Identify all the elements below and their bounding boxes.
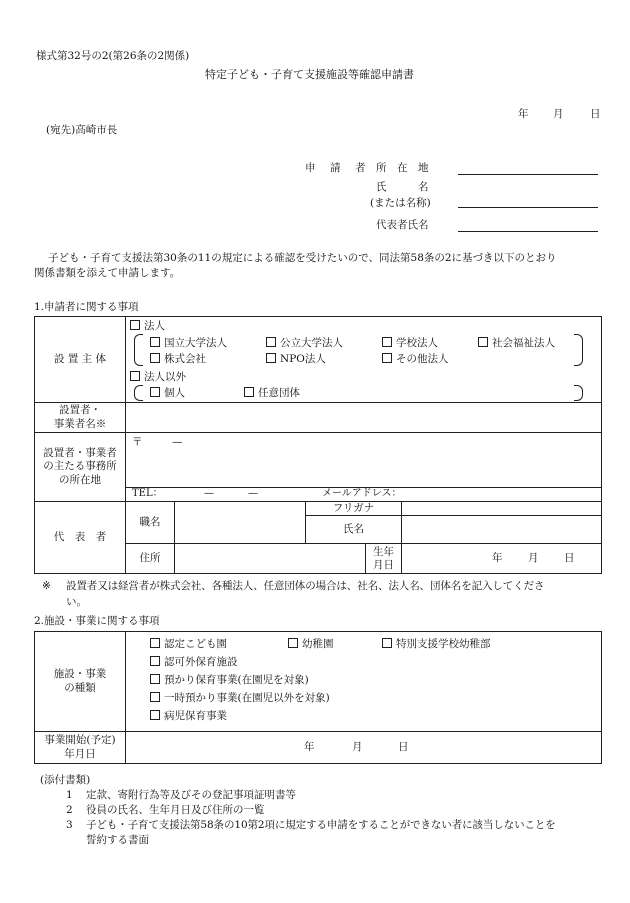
start-date-field[interactable] bbox=[126, 732, 602, 764]
checkbox-nintei[interactable] bbox=[150, 638, 160, 648]
facility-type-label-1: 施設・事業 bbox=[53, 668, 107, 681]
option-kokuritsu: 国立大学法人 bbox=[164, 337, 227, 349]
option-kojin: 個人 bbox=[164, 387, 185, 399]
option-houjin: 法人 bbox=[144, 320, 165, 332]
checkbox-byoji[interactable] bbox=[150, 710, 160, 720]
rep-address-field[interactable] bbox=[175, 544, 366, 574]
option-byoji: 病児保育事業 bbox=[164, 710, 227, 722]
attachment-2: 役員の氏名、生年月日及び住所の一覧 bbox=[86, 804, 265, 816]
option-ninkagai: 認可外保育施設 bbox=[164, 656, 238, 668]
right-bracket-icon bbox=[574, 385, 583, 401]
attachment-2-number: 2 bbox=[66, 804, 73, 816]
rep-name-label: 氏名 bbox=[343, 523, 364, 536]
attachments-heading: (添付書類) bbox=[40, 774, 91, 786]
birth-month: 月 bbox=[528, 552, 539, 565]
form-number: 様式第32号の2(第26条の2関係) bbox=[36, 50, 190, 62]
tel-dash-2: — bbox=[248, 488, 258, 499]
option-sonota: その他法人 bbox=[396, 353, 449, 365]
checkbox-kokuritsu[interactable] bbox=[150, 337, 160, 347]
attachment-1-number: 1 bbox=[66, 789, 73, 801]
representative-label-cell bbox=[35, 502, 126, 574]
job-title-label: 職名 bbox=[139, 516, 161, 528]
name-label: 氏 名 bbox=[376, 181, 429, 193]
start-date-label-1: 事業開始(予定) bbox=[44, 734, 116, 747]
address-underline[interactable] bbox=[458, 174, 598, 175]
date-year: 年 bbox=[518, 108, 529, 120]
date-month: 月 bbox=[553, 108, 564, 120]
postal-dash: — bbox=[172, 436, 183, 448]
checkbox-sonota[interactable] bbox=[382, 353, 392, 363]
birth-day: 日 bbox=[564, 552, 575, 565]
section-1-heading: 1.申請者に関する事項 bbox=[34, 301, 139, 313]
furigana-label: フリガナ bbox=[332, 502, 375, 514]
start-month: 月 bbox=[352, 741, 363, 753]
date-day: 日 bbox=[590, 108, 601, 120]
office-address-label-2: の主たる事務所 bbox=[43, 460, 117, 473]
job-title-field[interactable] bbox=[175, 502, 306, 544]
tel-dash-1: — bbox=[204, 488, 214, 499]
office-address-label-1: 設置者・事業者 bbox=[43, 447, 117, 460]
addressee: (宛先)高崎市長 bbox=[46, 124, 118, 136]
attachment-3-line-2: 誓約する書面 bbox=[86, 834, 149, 846]
note-line-1: 設置者又は経営者が株式会社、各種法人、任意団体の場合は、社名、法人名、団体名を記入してくださ bbox=[66, 580, 545, 592]
option-gakko: 学校法人 bbox=[396, 337, 438, 349]
checkbox-kabushiki[interactable] bbox=[150, 353, 160, 363]
option-tokubetsu: 特別支援学校幼稚部 bbox=[396, 638, 491, 650]
office-address-label-cell bbox=[35, 433, 126, 502]
postal-mark: 〒 bbox=[132, 436, 143, 448]
furigana-field[interactable] bbox=[402, 502, 602, 516]
option-koritsu: 公立大学法人 bbox=[280, 337, 343, 349]
name-label-alt: (または名称) bbox=[370, 197, 431, 209]
organizer-type-options bbox=[126, 317, 602, 403]
start-year: 年 bbox=[304, 741, 315, 753]
birthdate-field[interactable] bbox=[402, 544, 602, 574]
representative-table-label: 代 表 者 bbox=[53, 531, 107, 543]
start-day: 日 bbox=[398, 741, 409, 753]
intro-line-1: 子ども・子育て支援法第30条の11の規定による確認を受けたいので、同法第58条の2に基づき以下のとおり bbox=[48, 252, 557, 264]
facility-type-options bbox=[126, 632, 602, 732]
option-nin-i: 任意団体 bbox=[258, 387, 300, 399]
checkbox-houjin-igai[interactable] bbox=[130, 371, 140, 381]
applicant-label: 申 請 者 bbox=[305, 162, 368, 174]
rep-address-label-cell bbox=[126, 544, 175, 574]
organizer-name-label-1: 設置者・ bbox=[59, 404, 101, 417]
facility-type-label-2: の種類 bbox=[64, 681, 96, 694]
checkbox-ichiji[interactable] bbox=[150, 692, 160, 702]
option-ichiji: 一時預かり事業(在園児以外を対象) bbox=[164, 692, 330, 704]
checkbox-azukari[interactable] bbox=[150, 674, 160, 684]
start-date-label-2: 年月日 bbox=[64, 747, 96, 760]
option-shakai: 社会福祉法人 bbox=[492, 337, 555, 349]
option-yochien: 幼稚園 bbox=[302, 638, 334, 650]
email-label: メールアドレス： bbox=[322, 488, 402, 499]
option-houjin-igai: 法人以外 bbox=[144, 371, 186, 383]
birthdate-label-1: 生年 bbox=[373, 545, 394, 558]
facility-type-label-cell bbox=[35, 632, 126, 732]
left-bracket-icon bbox=[134, 334, 143, 366]
job-title-label-cell bbox=[126, 502, 175, 544]
checkbox-koritsu[interactable] bbox=[266, 337, 276, 347]
checkbox-gakko[interactable] bbox=[382, 337, 392, 347]
organizer-name-field[interactable] bbox=[126, 403, 602, 433]
furigana-label-cell bbox=[306, 502, 402, 516]
rep-address-label: 住所 bbox=[139, 552, 161, 565]
attachment-3-number: 3 bbox=[66, 819, 73, 831]
note-mark: ※ bbox=[42, 580, 51, 592]
checkbox-tokubetsu[interactable] bbox=[382, 638, 392, 648]
option-kabushiki: 株式会社 bbox=[164, 353, 206, 365]
facility-table bbox=[34, 631, 602, 764]
left-bracket-icon bbox=[134, 385, 143, 401]
checkbox-nin-i[interactable] bbox=[244, 387, 254, 397]
section-2-heading: 2.施設・事業に関する事項 bbox=[34, 615, 160, 627]
name-underline[interactable] bbox=[458, 207, 598, 208]
organizer-name-label-cell bbox=[35, 403, 126, 433]
representative-label: 代表者氏名 bbox=[376, 219, 429, 231]
contact-row bbox=[126, 488, 602, 502]
birth-year: 年 bbox=[492, 552, 503, 565]
rep-name-field[interactable] bbox=[402, 516, 602, 544]
checkbox-npo[interactable] bbox=[266, 353, 276, 363]
option-nintei: 認定こども園 bbox=[164, 638, 227, 650]
organizer-name-label-2: 事業者名※ bbox=[53, 417, 107, 430]
rep-name-label-cell bbox=[306, 516, 402, 544]
birthdate-label-cell bbox=[366, 544, 402, 574]
start-date-label-cell bbox=[35, 732, 126, 764]
option-npo: NPO法人 bbox=[280, 353, 326, 365]
attachment-3-line-1: 子ども・子育て支援法第58条の10第2項に規定する申請をすることができない者に該当しないことを bbox=[86, 819, 556, 831]
office-address-field[interactable] bbox=[126, 433, 602, 488]
organizer-type-label-cell bbox=[35, 317, 126, 403]
applicant-table bbox=[34, 316, 602, 574]
office-address-label-3: の所在地 bbox=[59, 473, 101, 486]
intro-line-2: 関係書類を添えて申請します。 bbox=[34, 267, 181, 279]
note-line-2: い。 bbox=[66, 596, 87, 608]
option-azukari: 預かり保育事業(在園児を対象) bbox=[164, 674, 309, 686]
organizer-type-label: 設 置 主 体 bbox=[53, 352, 106, 365]
address-label: 所 在 地 bbox=[376, 162, 429, 174]
checkbox-yochien[interactable] bbox=[288, 638, 298, 648]
document-title: 特定子ども・子育て支援施設等確認申請書 bbox=[205, 68, 414, 81]
checkbox-houjin[interactable] bbox=[130, 320, 140, 330]
checkbox-ninkagai[interactable] bbox=[150, 656, 160, 666]
tel-label: TEL： bbox=[132, 488, 163, 499]
representative-underline[interactable] bbox=[458, 231, 598, 232]
checkbox-shakai[interactable] bbox=[478, 337, 488, 347]
checkbox-kojin[interactable] bbox=[150, 387, 160, 397]
attachment-1: 定款、寄附行為等及びその登記事項証明書等 bbox=[86, 789, 296, 801]
right-bracket-icon bbox=[574, 334, 583, 366]
birthdate-label-2: 月日 bbox=[373, 558, 394, 571]
